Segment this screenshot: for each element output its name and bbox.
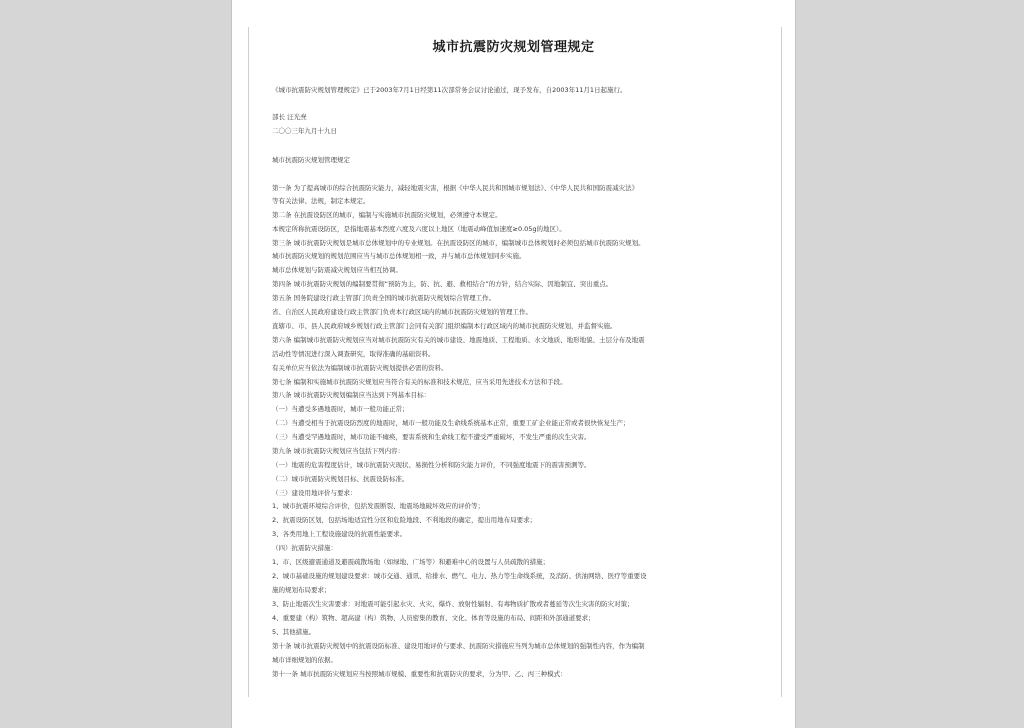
paragraph-line: 城市详细规划的依据。 [272, 656, 337, 664]
paragraph-line: 第七条 编制和实施城市抗震防灾规划应当符合有关的标准和技术规范，应当采用先进技术方法和手段。 [272, 378, 567, 386]
paragraph-line: （一）当遭受多遇地震时，城市一般功能正常； [272, 405, 409, 413]
paragraph-line: 城市抗震防灾规划管理规定 [272, 156, 350, 164]
paragraph-line: 直辖市、市、县人民政府城乡规划行政主管部门会同有关部门组织编制本行政区域内的城市抗震防灾规划，并监督实施。 [272, 322, 617, 330]
paragraph-line: 第三条 城市抗震防灾规划是城市总体规划中的专业规划。在抗震设防区的城市，编制城市总体规划时必须包括城市抗震防灾规划。 [272, 239, 645, 247]
page-border-right [781, 27, 782, 697]
paragraph-line: 第六条 编制城市抗震防灾规划应当对城市抗震防灾有关的城市建设、地震地质、工程地质、水文地质、地形地貌、土层分布及地震 [272, 336, 645, 344]
paragraph-line: （一）地震的危害程度估计，城市抗震防灾现状、易损性分析和防灾能力评价，不同强度地震下的震害预测等。 [272, 461, 591, 469]
paragraph-line: 城市总体规划与防震减灾规划应当相互协调。 [272, 266, 402, 274]
paragraph-line: 第八条 城市抗震防灾规划编制应当达到下列基本目标： [272, 391, 431, 399]
paragraph-line: 《城市抗震防灾规划管理规定》已于2003年7月1日经第11次部常务会议讨论通过，现予发布，自2003年11月1日起施行。 [272, 86, 627, 94]
paragraph-line: （二）当遭受相当于抗震设防烈度的地震时，城市一般功能及生命线系统基本正常，重要工矿企业能正常或者很快恢复生产； [272, 419, 630, 427]
paragraph-line: 二〇〇三年九月十九日 [272, 127, 337, 135]
paragraph-line: 3、防止地震次生灾害要求：对地震可能引起水灾、火灾、爆炸、放射性辐射、有毒物质扩散或者蔓延等次生灾害的防灾对策； [272, 600, 634, 608]
page-border-left [248, 27, 249, 697]
paragraph-line: 有关单位应当依法为编制城市抗震防灾规划提供必需的资料。 [272, 364, 448, 372]
paragraph-line: 5、其他措施。 [272, 628, 316, 636]
paragraph-line: 本规定所称抗震设防区，是指地震基本烈度六度及六度以上地区（地震动峰值加速度≥0.05g的地区）。 [272, 225, 566, 233]
paragraph-line: 省、自治区人民政府建设行政主管部门负责本行政区域内的城市抗震防灾规划的管理工作。 [272, 308, 532, 316]
paragraph-line: 第五条 国务院建设行政主管部门负责全国的城市抗震防灾规划综合管理工作。 [272, 294, 496, 302]
paragraph-line: 第二条 在抗震设防区的城市，编制与实施城市抗震防灾规划，必须遵守本规定。 [272, 211, 502, 219]
paragraph-line: 城市抗震防灾规划的规划范围应当与城市总体规划相一致，并与城市总体规划同步实施。 [272, 252, 526, 260]
paragraph-line: 2、抗震设防区划，包括场地适宜性分区和危险地段、不利地段的确定，提出用地布局要求； [272, 516, 537, 524]
paragraph-line: （二）城市抗震防灾规划目标、抗震设防标准。 [272, 475, 409, 483]
paragraph-line: 1、市、区级避震通道及避震疏散场地（如绿地、广场等）和避难中心的设置与人员疏散的措施； [272, 558, 550, 566]
paragraph-line: 第十一条 城市抗震防灾规划应当按照城市规模、重要性和抗震防灾的要求，分为甲、乙、丙三种模式： [272, 670, 567, 678]
paragraph-line: 第十条 城市抗震防灾规划中的抗震设防标准、建设用地评价与要求、抗震防灾措施应当列为城市总体规划的强制性内容，作为编制 [272, 642, 645, 650]
paragraph-line: （三）建设用地评价与要求： [272, 489, 357, 497]
document-title: 城市抗震防灾规划管理规定 [432, 40, 595, 55]
paragraph-line: 第一条 为了提高城市的综合抗震防灾能力，减轻地震灾害，根据《中华人民共和国城市规划法》、《中华人民共和国防震减灾法》 [272, 184, 639, 192]
paragraph-line: 第四条 城市抗震防灾规划的编制要贯彻“预防为主，防、抗、避、救相结合”的方针，结合实际、因地制宜、突出重点。 [272, 280, 613, 288]
paragraph-line: 3、各类用地上工程设施建设的抗震性能要求。 [272, 530, 407, 538]
paragraph-line: 部长 汪光焘 [272, 113, 307, 121]
paragraph-line: 施的规划布局要求； [272, 586, 331, 594]
paragraph-line: 4、重要建（构）筑物、超高建（构）筑物、人员密集的教育、文化、体育等设施的布局、间距和外部通道要求； [272, 614, 595, 622]
paragraph-line: 2、城市基础设施的规划建设要求：城市交通、通讯、给排水、燃气、电力、热力等生命线系统，及消防、供油网络、医疗等重要设 [272, 572, 647, 580]
paragraph-line: 等有关法律、法规，制定本规定。 [272, 197, 370, 205]
paragraph-line: 1、城市抗震环境综合评价，包括发震断裂、地震场地破坏效应的评价等； [272, 502, 485, 510]
paragraph-line: 活动性等情况进行深入调查研究，取得准确的基础资料。 [272, 350, 435, 358]
paragraph-line: （三）当遭受罕遇地震时，城市功能不瘫痪，要害系统和生命线工程不遭受严重破坏，不发生严重的次生灾害。 [272, 433, 591, 441]
paragraph-line: 第九条 城市抗震防灾规划应当包括下列内容： [272, 447, 405, 455]
paragraph-line: （四）抗震防灾措施： [272, 544, 337, 552]
